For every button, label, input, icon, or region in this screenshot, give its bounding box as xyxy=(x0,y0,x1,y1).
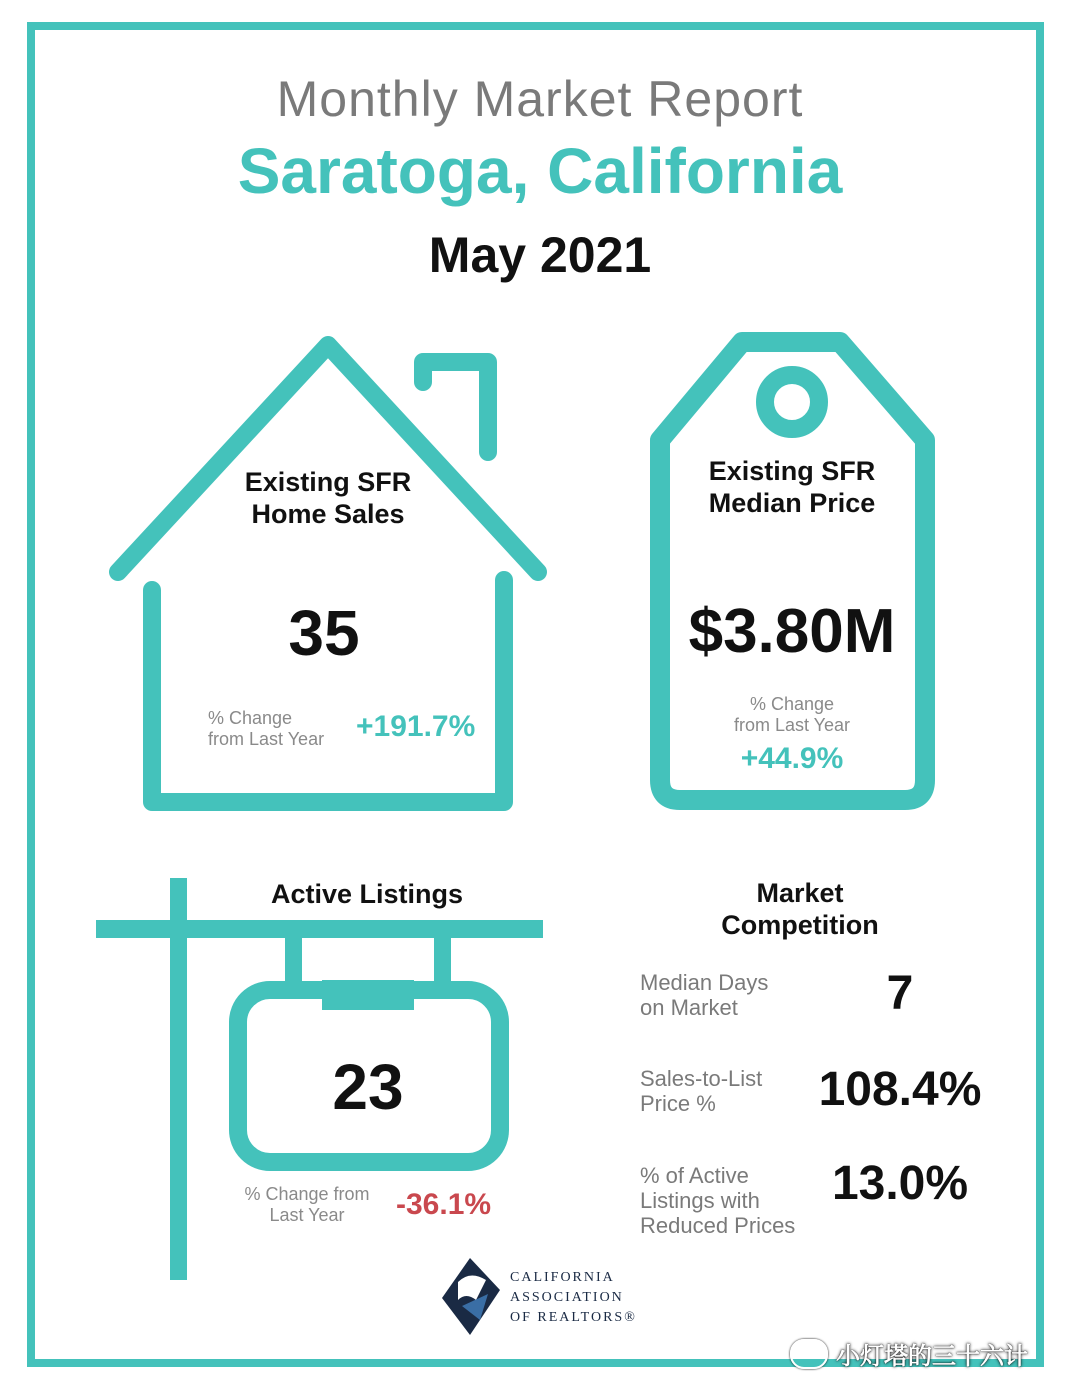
home-sales-label-line2: Home Sales xyxy=(251,499,405,529)
median-price-label-line2: Median Price xyxy=(708,488,876,518)
home-sales-change-value: +191.7% xyxy=(356,710,476,743)
location-title: Saratoga, California xyxy=(237,135,843,207)
reduced-prices-label-line1: % of Active xyxy=(640,1163,749,1188)
median-price-label xyxy=(642,455,942,519)
active-listings-value: 23 xyxy=(332,1051,404,1123)
reduced-prices-value: 13.0% xyxy=(831,1157,969,1210)
median-days-value: 7 xyxy=(886,967,914,1020)
median-days-label-line1: Median Days xyxy=(640,970,769,995)
car-logo-line3: OF REALTORS® xyxy=(510,1310,637,1325)
active-listings-change-value: -36.1% xyxy=(396,1188,492,1221)
median-price-label-line1: Existing SFR xyxy=(708,456,876,486)
active-listings-change-label xyxy=(234,1184,380,1226)
median-price-change-label xyxy=(692,694,892,736)
active-listings-label: Active Listings xyxy=(270,879,464,909)
home-sales-change-label-line2: from Last Year xyxy=(208,729,325,749)
reduced-prices-label-line2: Listings with xyxy=(640,1188,760,1213)
median-days-label xyxy=(640,970,768,1020)
home-sales-label xyxy=(178,466,478,530)
home-sales-change-label xyxy=(208,708,324,750)
reduced-prices-label xyxy=(640,1163,795,1238)
report-period: May 2021 xyxy=(428,227,652,283)
market-competition-label xyxy=(680,877,920,941)
median-price-change-label-line1: % Change xyxy=(749,694,835,714)
reduced-prices-label-line3: Reduced Prices xyxy=(640,1213,796,1238)
active-listings-change-label-line1: % Change from xyxy=(244,1184,370,1204)
home-sales-value: 35 xyxy=(288,597,360,669)
car-logo-line1: CALIFORNIA xyxy=(510,1270,615,1285)
median-days-label-line2: on Market xyxy=(640,995,738,1020)
median-price-value: $3.80M xyxy=(688,597,896,666)
active-listings-change-label-line2: Last Year xyxy=(269,1205,345,1225)
wechat-icon xyxy=(790,1339,828,1369)
market-competition-label-line1: Market xyxy=(756,878,844,908)
watermark-text: 小灯塔的三十六计 xyxy=(836,1343,1028,1370)
home-sales-change-label-line1: % Change xyxy=(208,708,293,728)
car-logo-line2: ASSOCIATION xyxy=(510,1290,624,1305)
car-logo-icon xyxy=(442,1258,500,1335)
market-competition-label-line2: Competition xyxy=(721,910,879,940)
home-sales-label-line1: Existing SFR xyxy=(244,467,412,497)
watermark xyxy=(790,1336,1028,1371)
sales-to-list-label xyxy=(640,1066,762,1116)
report-title: Monthly Market Report xyxy=(276,71,804,127)
car-logo-text xyxy=(510,1268,637,1328)
sales-to-list-label-line2: Price % xyxy=(640,1091,716,1116)
sales-to-list-value: 108.4% xyxy=(818,1063,982,1116)
median-price-change-value: +44.9% xyxy=(740,742,844,775)
sales-to-list-label-line1: Sales-to-List xyxy=(640,1066,763,1091)
median-price-change-label-line2: from Last Year xyxy=(733,715,851,735)
